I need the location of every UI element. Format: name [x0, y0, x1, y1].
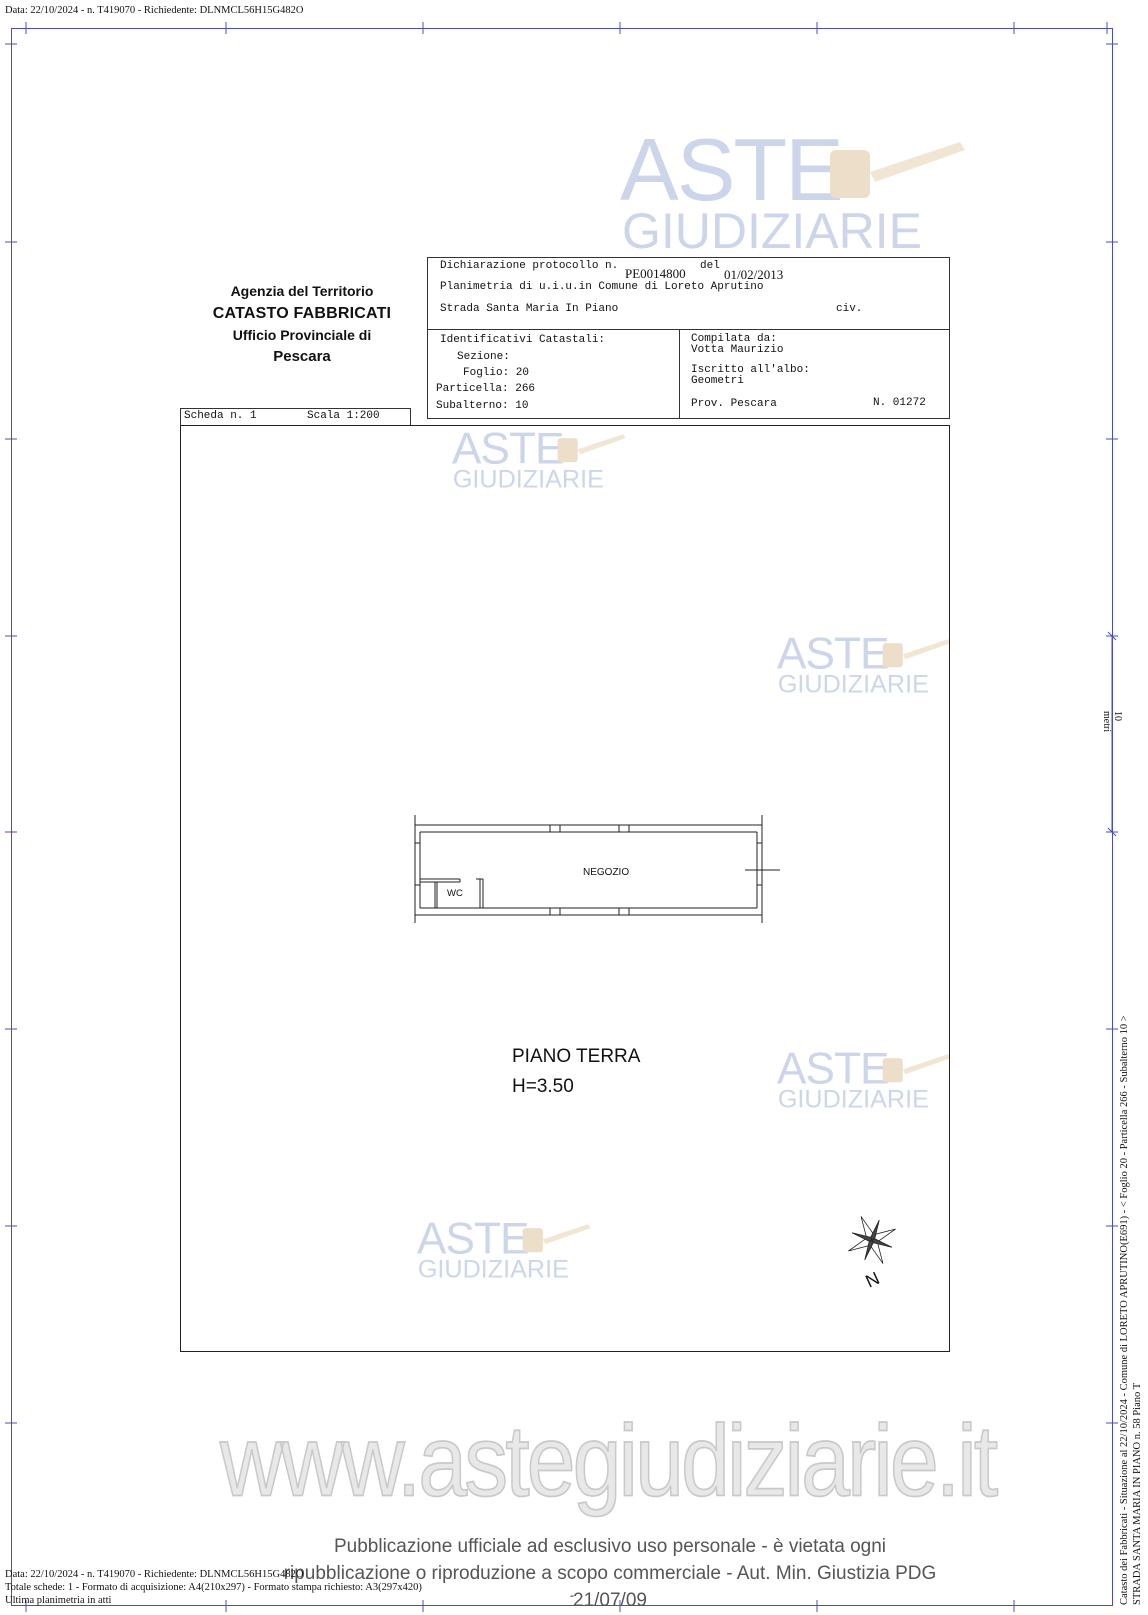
- footer-line: Data: 22/10/2024 - n. T419070 - Richiedente: DLNMCL56H15G482O: [5, 1569, 304, 1580]
- declaration-divider: [679, 329, 680, 419]
- watermark-text: GIUDIZIARIE: [417, 1255, 569, 1281]
- subordinate-label: Subalterno: 10: [436, 400, 529, 412]
- wc-label: WC: [447, 888, 463, 899]
- side-info-line: STRADA SANTA MARIA IN PIANO n. 58 Piano T: [1132, 1382, 1143, 1605]
- scheda-label: Scheda n. 1: [184, 410, 257, 422]
- prov-label: Prov. Pescara: [691, 398, 777, 410]
- header-info: Data: 22/10/2024 - n. T419070 - Richiedente: DLNMCL56H15G482O: [5, 5, 304, 16]
- watermark-logo: [620, 120, 970, 255]
- number-label: N. 01272: [873, 397, 926, 409]
- watermark-text: ASTE: [416, 1214, 529, 1264]
- footer-dash: -: [570, 1588, 574, 1602]
- compiled-label: Compilata da:: [691, 333, 777, 345]
- notice-line: ripubblicazione o riproduzione a scopo commerciale - Aut. Min. Giustizia PDG 21/07/09: [283, 1563, 937, 1611]
- agency-name: Agenzia del Territorio: [230, 283, 374, 299]
- watermark-text: ASTE: [776, 629, 889, 679]
- watermark-text: GIUDIZIARIE: [452, 465, 604, 491]
- footer-info: [5, 1568, 422, 1607]
- declaration-divider: [427, 329, 950, 330]
- register-label: Iscritto all'albo:: [691, 364, 810, 376]
- register-value: Geometri: [691, 375, 744, 387]
- address: Strada Santa Maria In Piano: [440, 303, 619, 315]
- parcel-label: Particella: 266: [436, 383, 536, 395]
- room-label: NEGOZIO: [583, 867, 630, 878]
- plan-line: Planimetria di u.i.u.in Comune di Loreto Aprutino: [440, 281, 764, 293]
- website-watermark: www.astegiudiziarie.it: [220, 1403, 996, 1518]
- watermark-text: GIUDIZIARIE: [622, 203, 923, 255]
- section-label: Sezione:: [457, 351, 510, 363]
- scale-label: Scala 1:200: [307, 410, 380, 422]
- scale-mark: 10 metri: [1101, 711, 1123, 733]
- civ-label: civ.: [836, 303, 863, 315]
- declaration-date: 01/02/2013: [724, 267, 784, 282]
- protocol-number: PE0014800: [625, 266, 686, 281]
- sheet-label: Foglio: 20: [463, 367, 530, 379]
- watermark-text: ASTE: [776, 1044, 889, 1094]
- floor-title: PIANO TERRA: [512, 1046, 641, 1067]
- side-info-line: Catasto dei Fabbricati - Situazione al 22/10/2024 - Comune di LORETO APRUTINO(E691) - < Foglio 20 - Particella 266 - Subalterno 10 >: [1119, 1015, 1130, 1605]
- north-label: N: [862, 1267, 883, 1292]
- identifiers-label: Identificativi Catastali:: [440, 334, 606, 346]
- watermark-text: ASTE: [451, 424, 564, 474]
- province-name: Pescara: [273, 348, 331, 365]
- watermark-text: ASTE: [620, 120, 842, 219]
- office-label: Ufficio Provinciale di: [232, 327, 372, 343]
- catasto-title: CATASTO FABBRICATI: [212, 305, 392, 322]
- gavel-icon: [830, 150, 870, 198]
- date-label: del: [700, 260, 720, 272]
- side-info: [1118, 45, 1144, 1605]
- footer-line: Ultima planimetria in atti: [5, 1595, 112, 1606]
- protocol-label: Dichiarazione protocollo n.: [440, 260, 619, 272]
- watermark-text: GIUDIZIARIE: [777, 1085, 929, 1111]
- footer-line: Totale schede: 1 - Formato di acquisizione: A4(210x297) - Formato stampa richiesto: A3(297x420): [5, 1582, 422, 1593]
- watermark-text: GIUDIZIARIE: [777, 670, 929, 696]
- compass-rose-icon: [842, 1208, 902, 1293]
- floor-height: H=3.50: [512, 1076, 574, 1097]
- compiled-by: Votta Maurizio: [691, 344, 784, 356]
- notice-line: Pubblicazione ufficiale ad esclusivo uso personale - è vietata ogni: [333, 1536, 887, 1557]
